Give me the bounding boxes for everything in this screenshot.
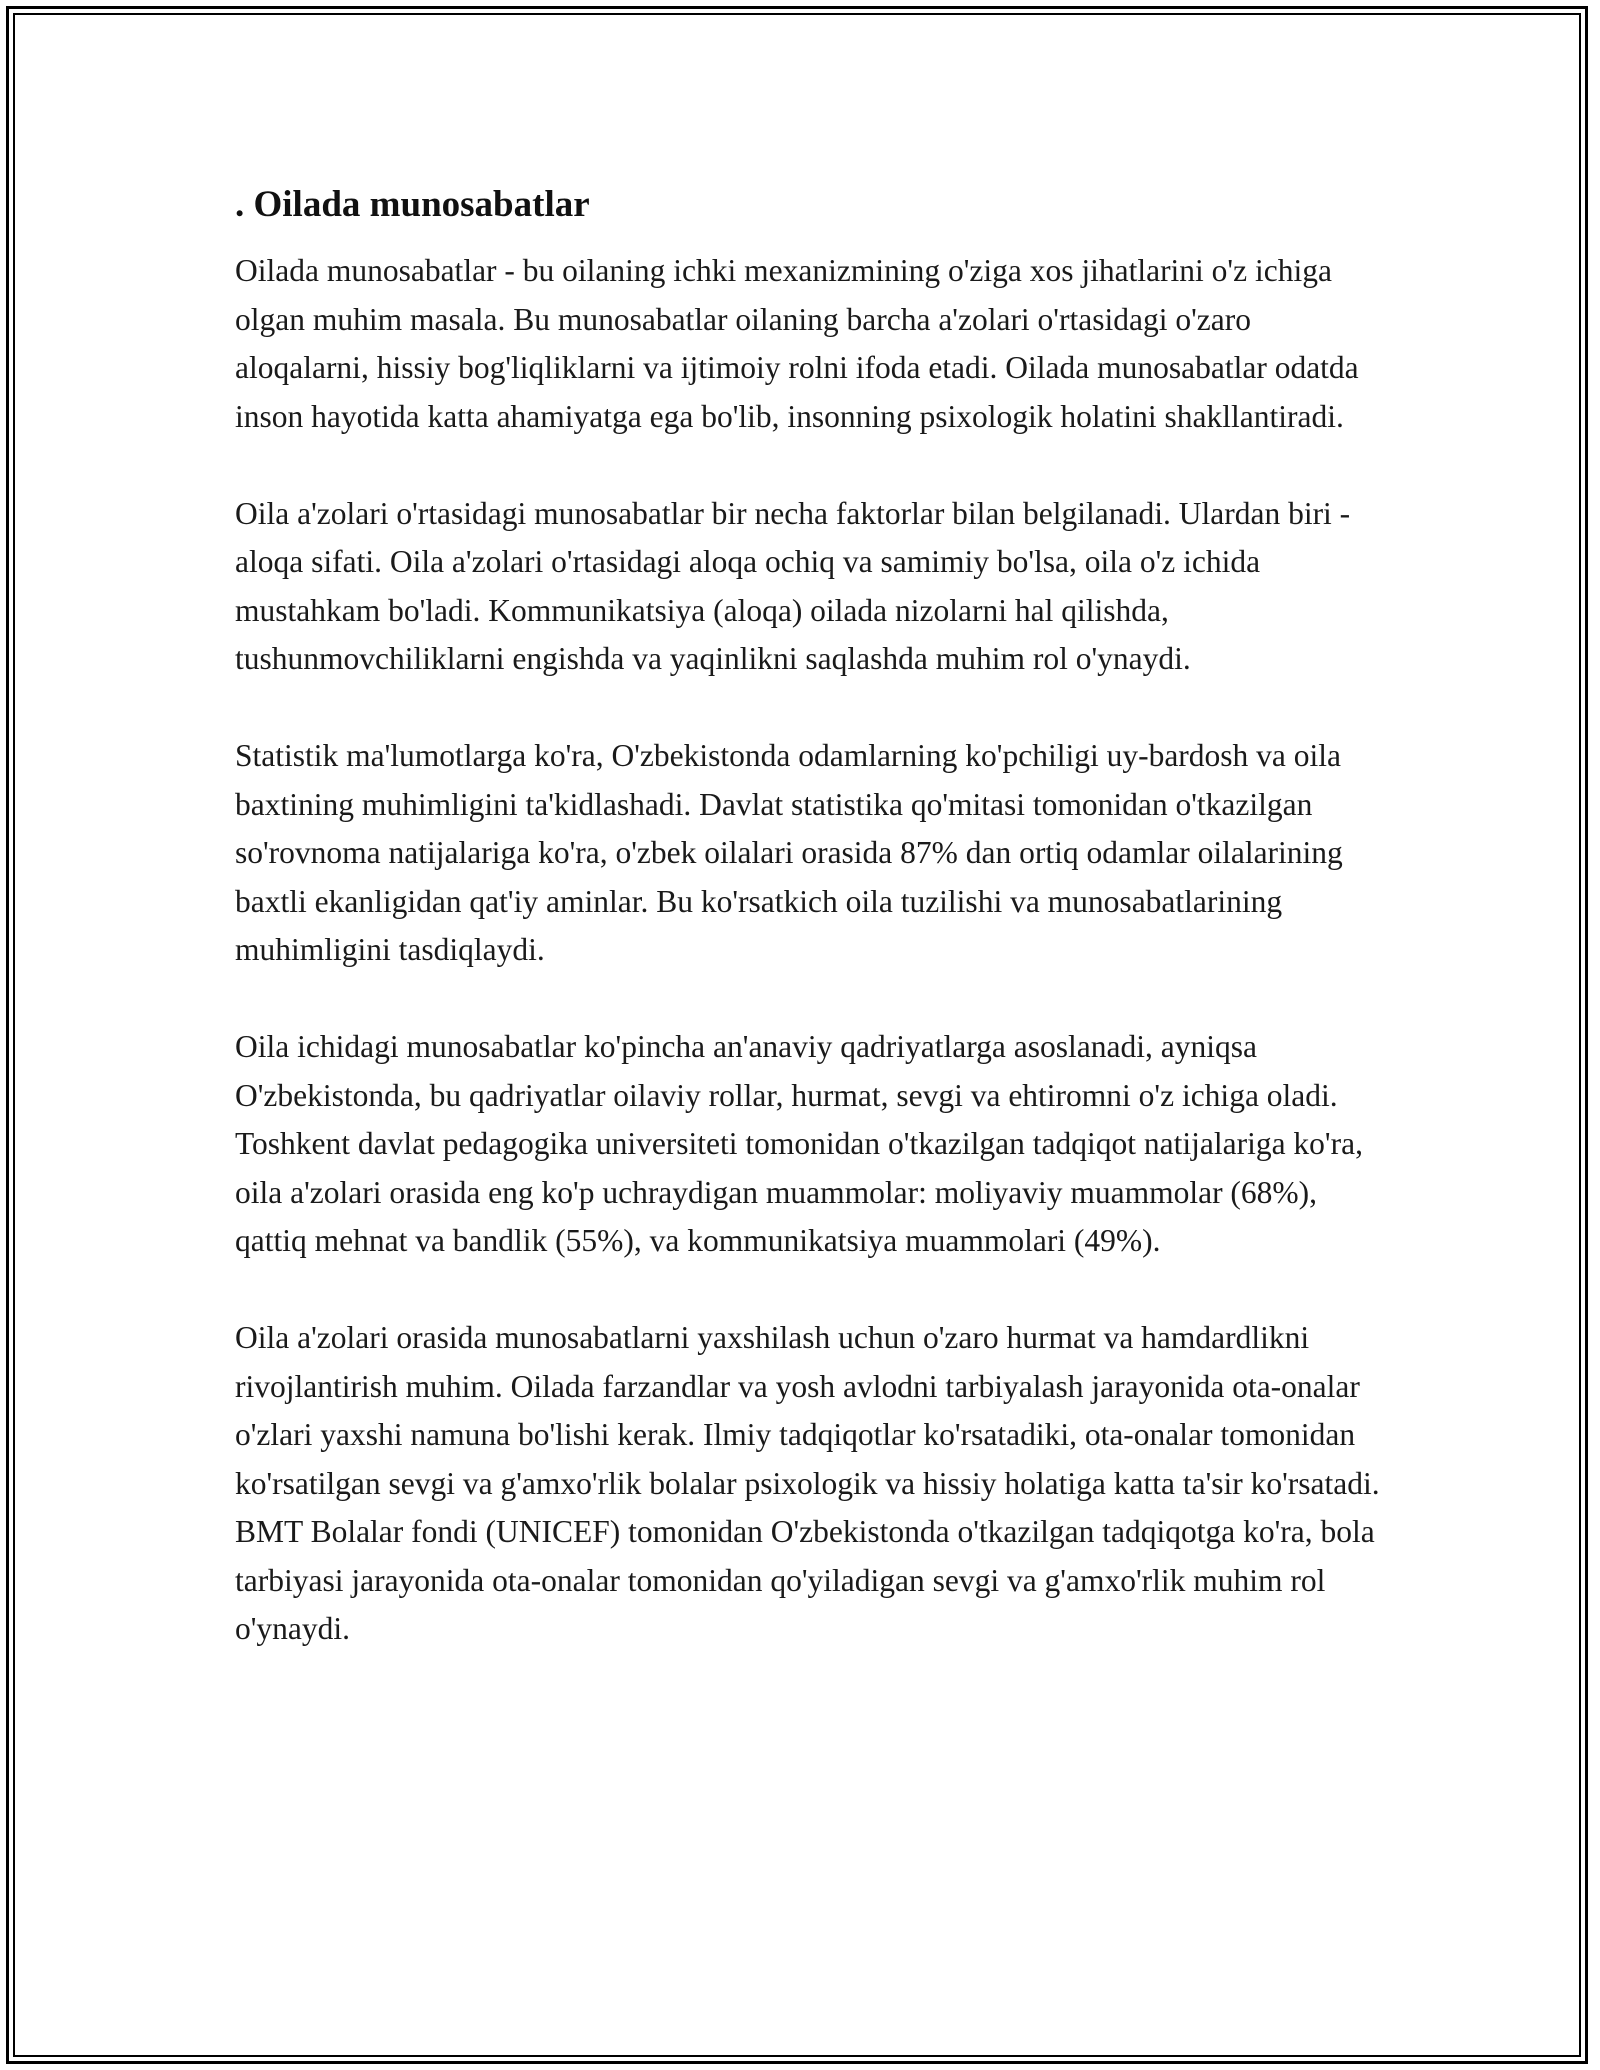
document-body (235, 183, 1385, 1702)
paragraph-2: Oila a'zolari o'rtasidagi munosabatlar bir necha faktorlar bilan belgilanadi. Ulardan biri - aloqa sifati. Oila a'zolari o'rtasidagi aloqa ochiq va samimiy bo'lsa, oila o'z ichida mustahkam bo'ladi. Kommunikatsiya (aloqa) oilada nizolarni hal qilishda, tushunmovchiliklarni engishda va yaqinlikni saqlashda muhim rol o'ynaydi. (235, 495, 1351, 677)
paragraph-3: Statistik ma'lumotlarga ko'ra, O'zbekistonda odamlarning ko'pchiligi uy-bardosh va oila baxtining muhimligini ta'kidlashadi. Davlat statistika qo'mitasi tomonidan o'tkazilgan so'rovnoma natijalariga ko'ra, o'zbek oilalari orasida 87% dan ortiq odamlar oilalarining baxtli ekanligidan qat'iy aminlar. Bu ko'rsatkich oila tuzilishi va munosabatlarining muhimligini tasdiqlaydi. (235, 738, 1343, 968)
document-title: . Oilada munosabatlar (235, 184, 590, 225)
paragraph-4: Oila ichidagi munosabatlar ko'pincha an'anaviy qadriyatlarga asoslanadi, ayniqsa O'zbekistonda, bu qadriyatlar oilaviy rollar, hurmat, sevgi va ehtiromni o'z ichiga oladi. Toshkent davlat pedagogika universiteti tomonidan o'tkazilgan tadqiqot natijalariga ko'ra, oila a'zolari orasida eng ko'p uchraydigan muammolar: moliyaviy muammolar (68%), qattiq mehnat va bandlik (55%), va kommunikatsiya muammolari (49%). (235, 1029, 1363, 1259)
paragraph-1: Oilada munosabatlar - bu oilaning ichki mexanizmining o'ziga xos jihatlarini o'z ichiga olgan muhim masala. Bu munosabatlar oilaning barcha a'zolari o'rtasidagi o'zaro aloqalarni, hissiy bog'liqliklarni va ijtimoiy rolni ifoda etadi. Oilada munosabatlar odatda inson hayotida katta ahamiyatga ega bo'lib, insonning psixologik holatini shakllantiradi. (235, 253, 1359, 434)
paragraph-5: Oila a'zolari orasida munosabatlarni yaxshilash uchun o'zaro hurmat va hamdardlikni rivojlantirish muhim. Oilada farzandlar va yosh avlodni tarbiyalash jarayonida ota-onalar o'zlari yaxshi namuna bo'lishi kerak. Ilmiy tadqiqotlar ko'rsatadiki, ota-onalar tomonidan ko'rsatilgan sevgi va g'amxo'rlik bolalar psixologik va hissiy holatiga katta ta'sir ko'rsatadi. BMT Bolalar fondi (UNICEF) tomonidan O'zbekistonda o'tkazilgan tadqiqotga ko'ra, bola tarbiyasi jarayonida ota-onalar tomonidan qo'yiladigan sevgi va g'amxo'rlik muhim rol o'ynaydi. (235, 1320, 1380, 1647)
